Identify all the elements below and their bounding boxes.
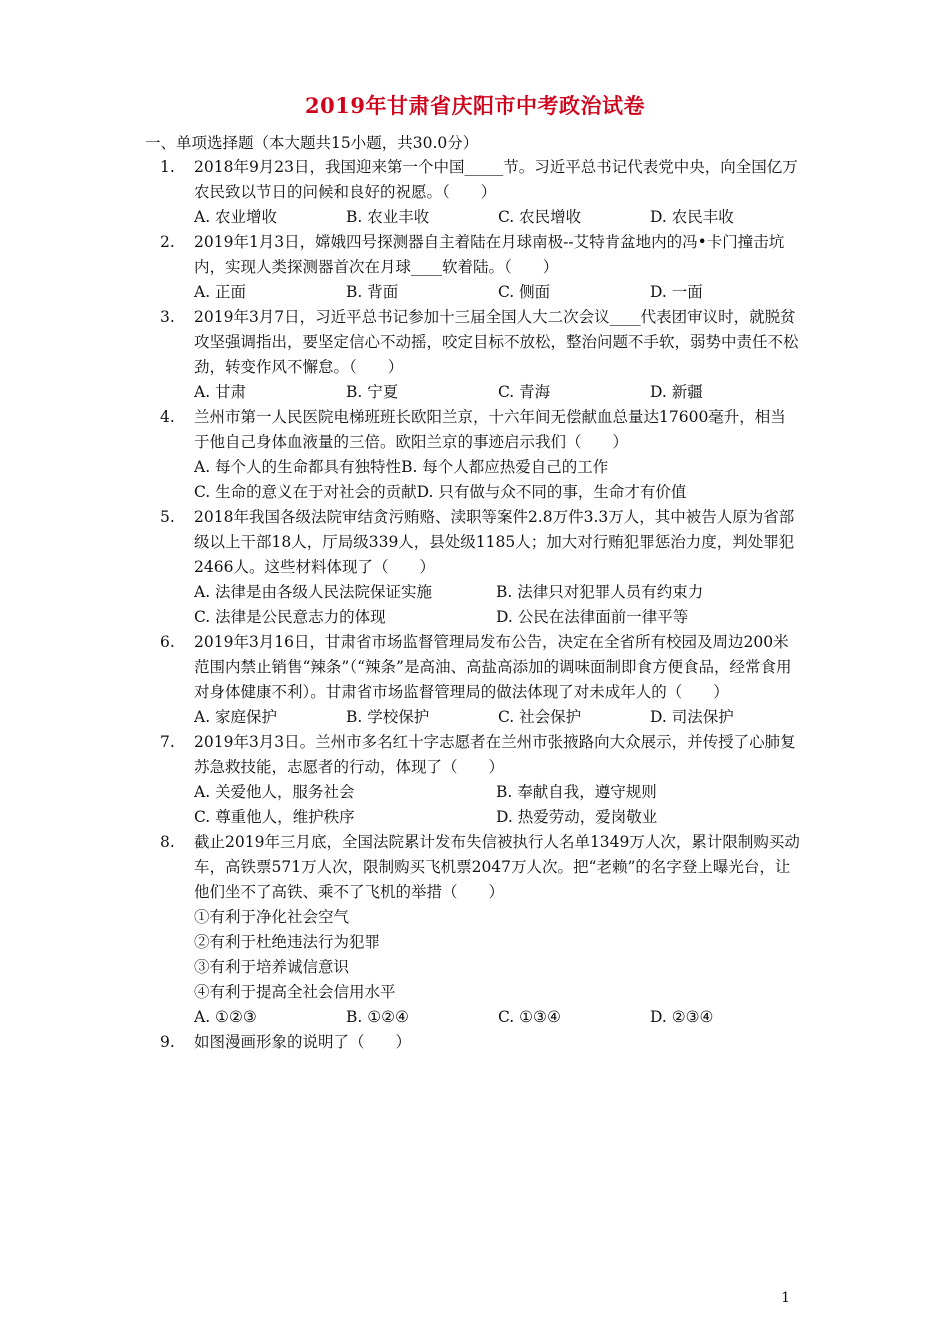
question-stem: 2019年1月3日，嫦娥四号探测器自主着陆在月球南极--艾特肯盆地内的冯•卡门撞击坑内，实现人类探测器首次在月球____软着陆。（ ） — [194, 233, 785, 276]
question-body — [194, 230, 800, 305]
question-number: 5. — [160, 508, 175, 526]
answer-option: A. 甘肃 — [194, 383, 247, 401]
question-body — [194, 305, 800, 405]
options-group — [194, 205, 800, 230]
question-body — [194, 405, 800, 505]
question-item — [160, 230, 800, 305]
answer-option: C. 社会保护 — [498, 708, 582, 726]
options-group — [194, 580, 800, 630]
question-body — [194, 830, 800, 1030]
question-number: 1. — [160, 158, 175, 176]
answer-option: D. 新疆 — [650, 383, 703, 401]
question-stem: 兰州市第一人民医院电梯班班长欧阳兰京，十六年间无偿献血总量达17600毫升，相当于他自己身体血液量的三倍。欧阳兰京的事迹启示我们（ ） — [194, 408, 786, 451]
question-list — [160, 155, 800, 1055]
answer-option: B. 宁夏 — [346, 383, 399, 401]
answer-option: D. 农民丰收 — [650, 208, 734, 226]
answer-option: B. ①②④ — [346, 1008, 409, 1026]
question-item — [160, 405, 800, 505]
question-statement: ④有利于提高全社会信用水平 — [194, 983, 396, 1001]
answer-option: C. ①③④ — [498, 1008, 561, 1026]
section-header: 一、单项选择题（本大题共15小题，共30.0分） — [145, 134, 479, 152]
answer-option: D. 只有做与众不同的事，生命才有价值 — [416, 483, 687, 501]
question-item — [160, 830, 800, 1030]
question-statement: ①有利于净化社会空气 — [194, 908, 350, 926]
answer-option: D. 公民在法律面前一律平等 — [496, 608, 689, 626]
question-item — [160, 1030, 800, 1055]
question-stem: 2018年9月23日，我国迎来第一个中国_____节。习近平总书记代表党中央，向全国亿万农民致以节日的问候和良好的祝愿。（ ） — [194, 158, 798, 201]
answer-option: A. ①②③ — [194, 1008, 257, 1026]
question-stem: 2019年3月16日，甘肃省市场监督管理局发布公告，决定在全省所有校园及周边200米范围内禁止销售“辣条”（“辣条”是高油、高盐高添加的调味面制即食方便食品，经常食用对身体健康不利）。甘肃省市场监督管理局的做法体现了对未成年人的（ ） — [194, 633, 792, 701]
answer-option: A. 正面 — [194, 283, 247, 301]
options-group — [194, 780, 800, 830]
question-stem: 截止2019年三月底，全国法院累计发布失信被执行人名单1349万人次，累计限制购买动车，高铁票571万人次，限制购买飞机票2047万人次。把“老赖”的名字登上曝光台，让他们坐不了高铁、乘不了飞机的举措（ ） — [194, 833, 800, 901]
answer-option: B. 每个人都应热爱自己的工作 — [401, 458, 609, 476]
options-group — [194, 455, 800, 505]
question-item — [160, 155, 800, 230]
question-item — [160, 630, 800, 730]
answer-option: D. 司法保护 — [650, 708, 734, 726]
answer-option: B. 法律只对犯罪人员有约束力 — [496, 583, 704, 601]
answer-option: C. 法律是公民意志力的体现 — [194, 608, 386, 626]
question-body — [194, 630, 800, 730]
answer-option: B. 学校保护 — [346, 708, 430, 726]
question-stem: 2018年我国各级法院审结贪污贿赂、渎职等案件2.8万件3.3万人，其中被告人原为省部级以上干部18人，厅局级339人，县处级1185人；加大对行贿犯罪惩治力度，判处罪犯2466人。这些材料体现了（ ） — [194, 508, 795, 576]
options-group — [194, 280, 800, 305]
question-body — [194, 1030, 800, 1055]
question-item — [160, 305, 800, 405]
question-statement: ③有利于培养诚信意识 — [194, 958, 350, 976]
question-number: 2. — [160, 233, 175, 251]
page-title: 2019年甘肃省庆阳市中考政治试卷 — [305, 93, 645, 118]
question-body — [194, 730, 800, 830]
question-stem: 2019年3月3日。兰州市多名红十字志愿者在兰州市张掖路向大众展示，并传授了心肺复苏急救技能，志愿者的行动，体现了（ ） — [194, 733, 796, 776]
answer-option: C. 农民增收 — [498, 208, 582, 226]
page-number: 1 — [781, 1290, 790, 1306]
answer-option: C. 侧面 — [498, 283, 551, 301]
answer-option: C. 尊重他人，维护秩序 — [194, 808, 355, 826]
answer-option: D. ②③④ — [650, 1008, 714, 1026]
answer-option: A. 法律是由各级人民法院保证实施 — [194, 583, 433, 601]
question-body — [194, 155, 800, 230]
answer-option: D. 热爱劳动，爱岗敬业 — [496, 808, 658, 826]
answer-option: A. 关爱他人，服务社会 — [194, 783, 355, 801]
options-group — [194, 1005, 800, 1030]
answer-option: C. 生命的意义在于对社会的贡献 — [194, 483, 417, 501]
answer-option: B. 农业丰收 — [346, 208, 430, 226]
question-stem: 如图漫画形象的说明了（ ） — [194, 1033, 412, 1051]
answer-option: A. 农业增收 — [194, 208, 278, 226]
question-item — [160, 730, 800, 830]
question-item — [160, 505, 800, 630]
answer-option: D. 一面 — [650, 283, 703, 301]
answer-option: A. 每个人的生命都具有独特性 — [194, 458, 402, 476]
options-group — [194, 705, 800, 730]
answer-option: B. 奉献自我，遵守规则 — [496, 783, 657, 801]
question-statement: ②有利于杜绝违法行为犯罪 — [194, 933, 381, 951]
question-number: 4. — [160, 408, 175, 426]
answer-option: C. 青海 — [498, 383, 551, 401]
question-number: 8. — [160, 833, 175, 851]
answer-option: A. 家庭保护 — [194, 708, 278, 726]
question-stem: 2019年3月7日，习近平总书记参加十三届全国人大二次会议____代表团审议时，就脱贫攻坚强调指出，要坚定信心不动摇，咬定目标不放松，整治问题不手软，弱势中责任不松劲，转变作风不懈怠。（ ） — [194, 308, 799, 376]
options-group — [194, 380, 800, 405]
question-number: 7. — [160, 733, 175, 751]
question-body — [194, 505, 800, 630]
question-number: 3. — [160, 308, 175, 326]
question-number: 9. — [160, 1033, 175, 1051]
question-number: 6. — [160, 633, 175, 651]
answer-option: B. 背面 — [346, 283, 399, 301]
